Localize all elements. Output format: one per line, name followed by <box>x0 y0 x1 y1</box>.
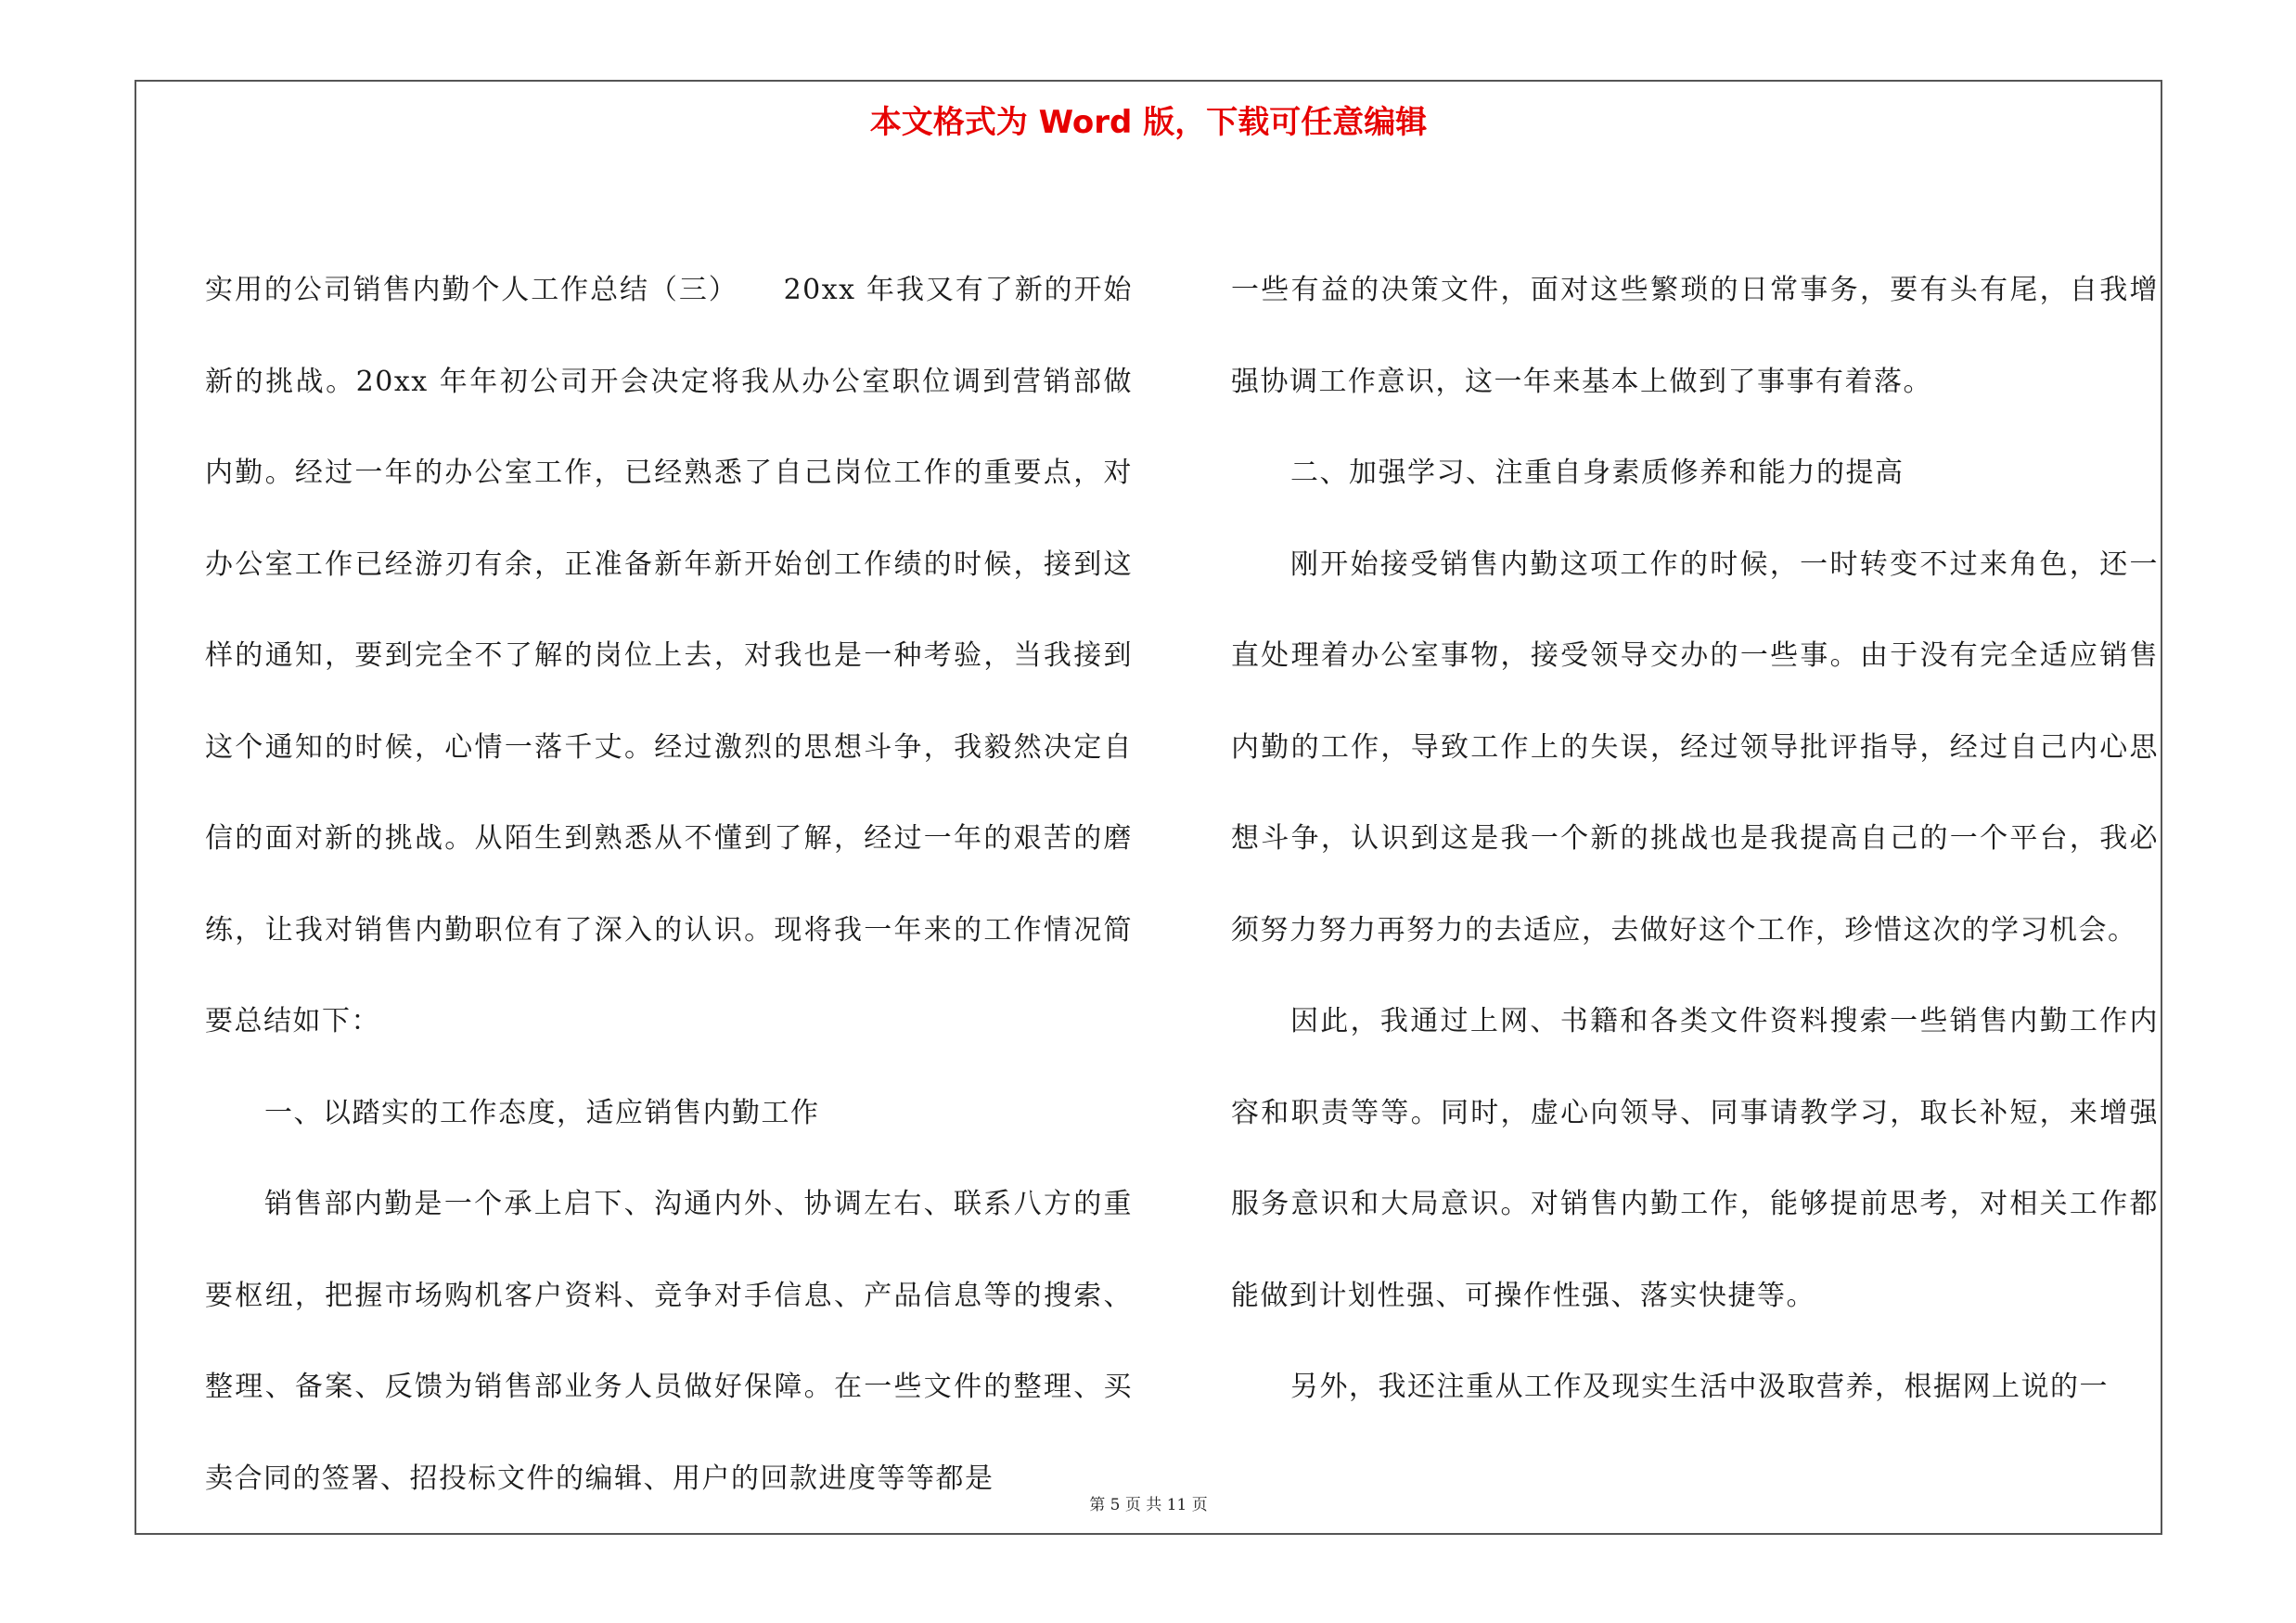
page-number-footer: 第 5 页 共 11 页 <box>1089 1496 1208 1514</box>
paragraph-continuation: 一些有益的决策文件，面对这些繁琐的日常事务，要有头有尾，自我增强协调工作意识，这一年来基本上做到了事事有着落。 <box>1231 274 2159 398</box>
section-heading-1: 一、以踏实的工作态度，适应销售内勤工作 <box>264 1096 820 1129</box>
section-heading-2: 二、加强学习、注重自身素质修养和能力的提高 <box>1290 457 1905 489</box>
left-column <box>205 245 1133 1525</box>
paragraph-section-1: 销售部内勤是一个承上启下、沟通内外、协调左右、联系八方的重要枢纽，把握市场购机客户资料、竞争对手信息、产品信息等的搜索、整理、备案、反馈为销售部业务人员做好保障。在一些文件的整理、买卖合同的签署、招投标文件的编辑、用户的回款进度等等都是 <box>205 1188 1133 1495</box>
format-banner: 本文格式为 Word 版，下载可任意编辑 <box>869 104 1428 141</box>
paragraph-intro: 实用的公司销售内勤个人工作总结（三） 20xx 年我又有了新的开始新的挑战。20xx 年年初公司开会决定将我从办公室职位调到营销部做内勤。经过一年的办公室工作，已经熟悉了自己岗位工作的重要点，对办公室工作已经游刃有余，正准备新年新开始创工作绩的时候，接到这样的通知，要到完全不了解的岗位上去，对我也是一种考验，当我接到这个通知的时候，心情一落千丈。经过激烈的思想斗争，我毅然决定自信的面对新的挑战。从陌生到熟悉从不懂到了解，经过一年的艰苦的磨练，让我对销售内勤职位有了深入的认识。现将我一年来的工作情况简要总结如下： <box>205 274 1133 1037</box>
page-frame <box>135 80 2162 1535</box>
right-column <box>1231 245 2159 1434</box>
paragraph-additional: 另外，我还注重从工作及现实生活中汲取营养，根据网上说的一 <box>1290 1371 2109 1403</box>
paragraph-methods: 因此，我通过上网、书籍和各类文件资料搜索一些销售内勤工作内容和职责等等。同时，虚心向领导、同事请教学习，取长补短，来增强服务意识和大局意识。对销售内勤工作，能够提前思考，对相关工作都能做到计划性强、可操作性强、落实快捷等。 <box>1231 1005 2159 1312</box>
paragraph-section-2: 刚开始接受销售内勤这项工作的时候，一时转变不过来角色，还一直处理着办公室事物，接受领导交办的一些事。由于没有完全适应销售内勤的工作，导致工作上的失误，经过领导批评指导，经过自己内心思想斗争，认识到这是我一个新的挑战也是我提高自己的一个平台，我必须努力努力再努力的去适应，去做好这个工作，珍惜这次的学习机会。 <box>1231 547 2159 947</box>
